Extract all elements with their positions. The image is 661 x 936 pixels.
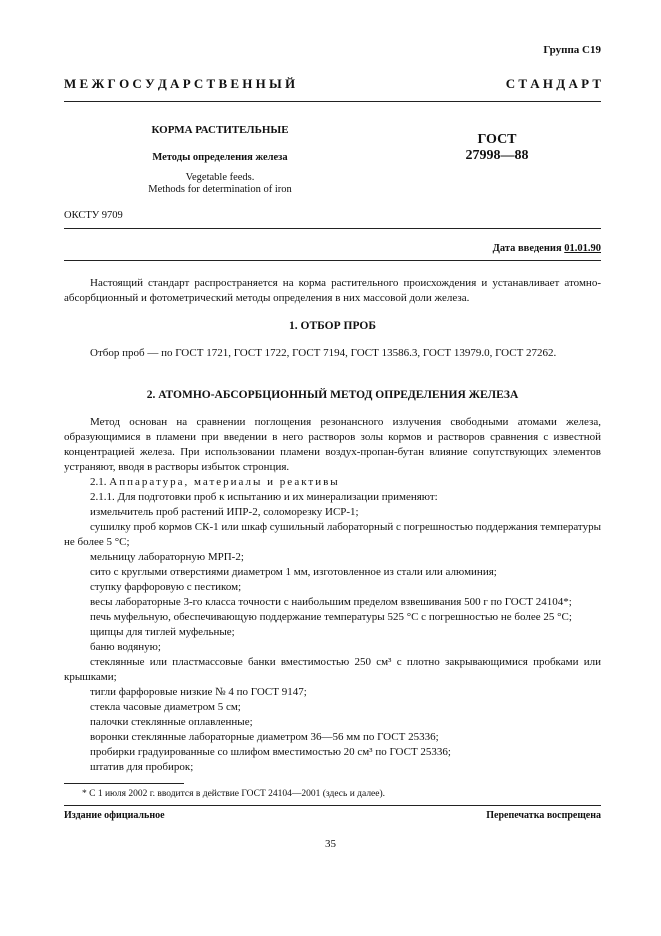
- equipment-list-item: стекла часовые диаметром 5 см;: [90, 701, 241, 713]
- equipment-list-item: печь муфельную, обеспечивающую поддержание температуры 525 °С с погрешностью не более 25 °С;: [90, 611, 572, 623]
- standard-subtitle: Методы определения железа: [152, 152, 288, 163]
- subsection-2-1: [64, 475, 601, 490]
- equipment-list-item: тигли фарфоровые низкие № 4 по ГОСТ 9147;: [90, 686, 307, 698]
- equipment-list-item: палочки стеклянные оплавленные;: [90, 716, 253, 728]
- equipment-list-item: пробирки градуированные со шлифом вместимостью 20 см³ по ГОСТ 25336;: [90, 746, 451, 758]
- date-rule: [64, 260, 601, 261]
- footnote-rule: [64, 783, 184, 784]
- introduction-date-label: Дата введения: [492, 243, 562, 254]
- header-rule: [64, 101, 601, 102]
- method-paragraph: Метод основан на сравнении поглощения резонансного излучения свободными атомами железа, образующимися в пламени при введении в него растворов золы кормов и растворов сравнения с известной концентрацией железа. При использовании пламени воздух-пропан-бутан влияние сопутствующих элементов устраняют, вводя в растворы избыток стронция.: [64, 416, 601, 473]
- subsection-2-1-number: 2.1.: [90, 476, 107, 488]
- reprint-prohibited-label: Перепечатка воспрещена: [486, 810, 601, 821]
- interstate-label: М Е Ж Г О С У Д А Р С Т В Е Н Н Ы Й: [64, 76, 296, 91]
- scope-paragraph: Настоящий стандарт распространяется на корма растительного происхождения и устанавливает атомно-абсорбционный и фотометрический методы определения в них массовой доли железа.: [64, 277, 601, 304]
- equipment-list-item: штатив для пробирок;: [90, 761, 194, 773]
- subsection-2-1-1: 2.1.1. Для подготовки проб к испытанию и их минерализации применяют:: [90, 491, 438, 503]
- standard-label: С Т А Н Д А Р Т: [505, 76, 601, 91]
- introduction-date: [493, 243, 601, 254]
- standard-title: КОРМА РАСТИТЕЛЬНЫЕ: [151, 124, 289, 136]
- equipment-list: [64, 505, 601, 775]
- equipment-list-item: ступку фарфоровую с пестиком;: [90, 581, 242, 593]
- equipment-list-item: весы лабораторные 3-го класса точности с наибольшим пределом взвешивания 500 г по ГОСТ 24104*;: [90, 596, 572, 608]
- okstu-code: ОКСТУ 9709: [64, 210, 123, 221]
- sampling-paragraph: Отбор проб — по ГОСТ 1721, ГОСТ 1722, ГОСТ 7194, ГОСТ 13586.3, ГОСТ 13979.0, ГОСТ 27262.: [90, 347, 557, 359]
- section1-body: [64, 346, 601, 361]
- title-block: [142, 124, 298, 196]
- equipment-list-item: баню водяную;: [90, 641, 161, 653]
- subsection-2-1-heading: Аппаратура, материалы и реактивы: [109, 476, 340, 488]
- footer-rule: [64, 805, 601, 806]
- page-number: 35: [325, 838, 336, 850]
- english-title-line2: Methods for determination of iron: [148, 184, 292, 195]
- official-edition-label: Издание официальное: [64, 810, 165, 821]
- interstate-standard-banner: [64, 76, 601, 92]
- gost-designation: [456, 132, 538, 164]
- scope-section: [64, 276, 601, 306]
- equipment-list-item: воронки стеклянные лабораторные диаметром 36—56 мм по ГОСТ 25336;: [90, 731, 439, 743]
- section2-body: [64, 415, 601, 775]
- okstu-rule: [64, 228, 601, 229]
- footnote: * С 1 июля 2002 г. вводится в действие ГОСТ 24104—2001 (здесь и далее).: [82, 789, 386, 799]
- introduction-date-value: 01.01.90: [564, 243, 601, 254]
- english-title-line1: Vegetable feeds.: [185, 172, 255, 183]
- classification-group: Группа С19: [543, 44, 601, 56]
- equipment-list-item: измельчитель проб растений ИПР-2, соломорезку ИСР-1;: [90, 506, 359, 518]
- gost-label: ГОСТ: [477, 132, 517, 147]
- section1-heading: 1. ОТБОР ПРОБ: [289, 320, 376, 332]
- equipment-list-item: мельницу лабораторную МРП-2;: [90, 551, 244, 563]
- equipment-list-item: сито с круглыми отверстиями диаметром 1 мм, изготовленное из стали или алюминия;: [90, 566, 497, 578]
- gost-number: 27998—88: [465, 148, 529, 163]
- equipment-list-item: сушилку проб кормов СК-1 или шкаф сушильный лабораторный с погрешностью поддержания температуры не более 5 °С;: [64, 521, 601, 548]
- section2-heading: 2. АТОМНО-АБСОРБЦИОННЫЙ МЕТОД ОПРЕДЕЛЕНИЯ ЖЕЛЕЗА: [146, 389, 519, 401]
- equipment-list-item: щипцы для тиглей муфельные;: [90, 626, 235, 638]
- equipment-list-item: стеклянные или пластмассовые банки вместимостью 250 см³ с плотно закрывающимися пробками или крышками;: [64, 656, 601, 683]
